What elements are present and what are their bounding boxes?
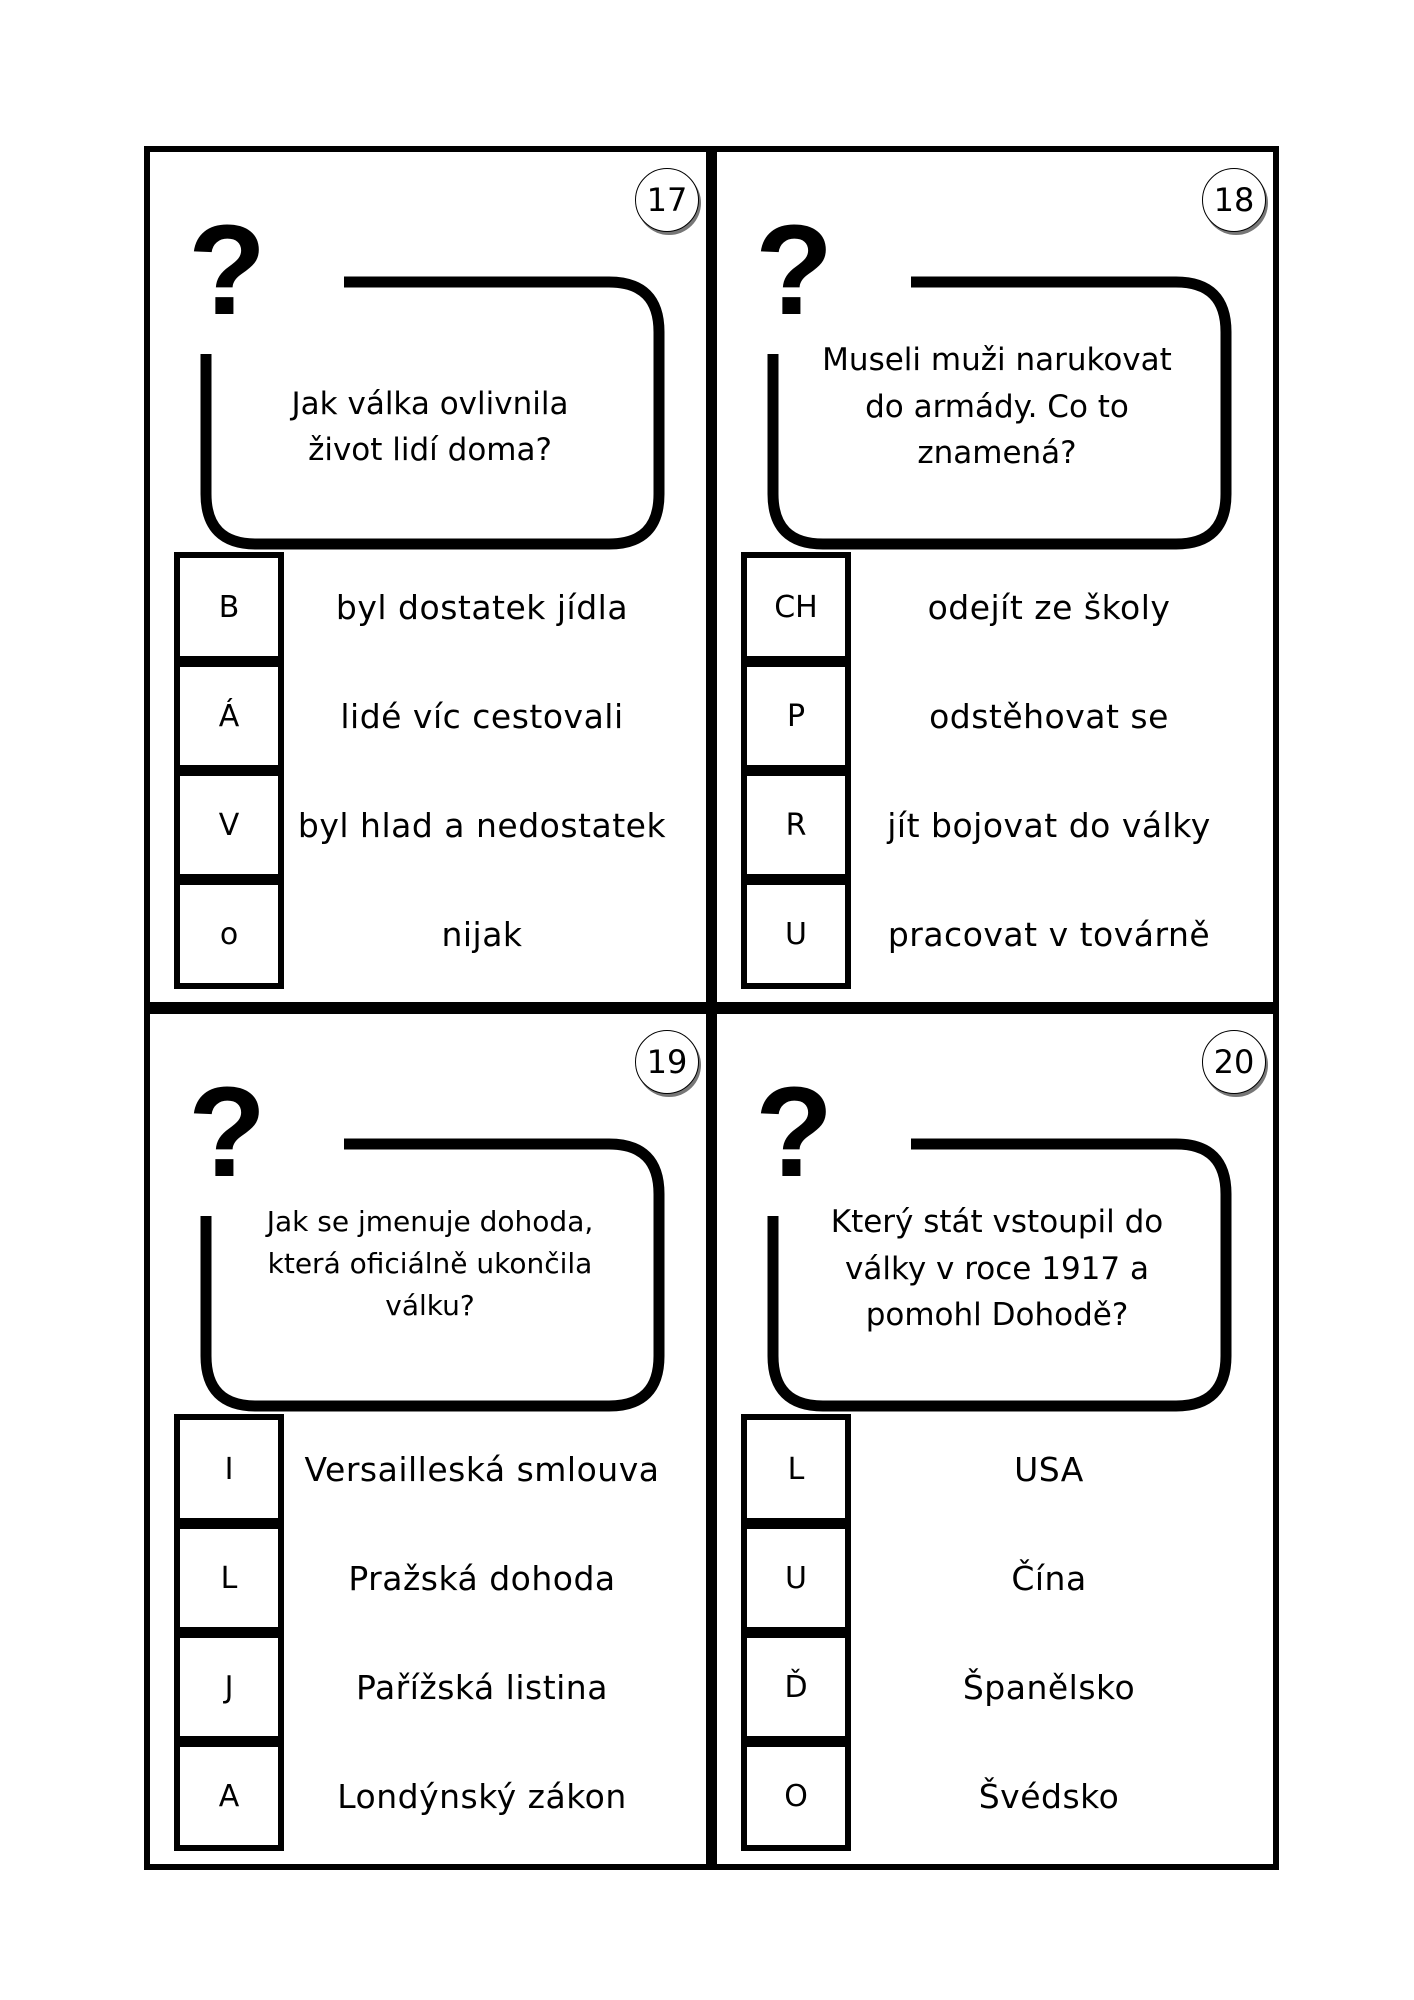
answer-row (741, 1741, 1261, 1851)
answer-letter: L (174, 1523, 284, 1633)
answer-letter: U (741, 879, 851, 989)
answer-row (741, 770, 1261, 880)
question-text: Jak se jmenuje dohoda, která oficiálně ukončila válku? (266, 1205, 594, 1322)
question-mark-icon: ? (755, 199, 834, 342)
question-text: Museli muži narukovat do armády. Co to znamená? (822, 342, 1172, 472)
answer-letter: CH (741, 552, 851, 662)
answer-row (174, 770, 694, 880)
answer-letter: L (741, 1414, 851, 1524)
answer-letter: o (174, 879, 284, 989)
question-mark-icon: ? (188, 199, 267, 342)
quiz-card-17 (144, 146, 712, 1008)
answer-row (174, 1414, 694, 1524)
answer-letter: Á (174, 661, 284, 771)
answer-letter: B (174, 552, 284, 662)
answer-text: odstěhovat se (929, 696, 1169, 736)
answer-text: byl dostatek jídla (335, 587, 629, 627)
answer-text: Švédsko (978, 1776, 1120, 1816)
answer-row (741, 879, 1261, 989)
answer-letter: P (741, 661, 851, 771)
quiz-card-20 (711, 1008, 1279, 1870)
answer-text: byl hlad a nedostatek (297, 805, 667, 845)
answer-text: Pařížská listina (356, 1667, 608, 1707)
answer-row (741, 1523, 1261, 1633)
answer-letter: Ď (741, 1632, 851, 1742)
answer-text: jít bojovat do války (887, 805, 1211, 845)
answer-letter: I (174, 1414, 284, 1524)
answer-text: Londýnský zákon (337, 1776, 627, 1816)
answer-text: nijak (441, 914, 523, 954)
question-text: Jak válka ovlivnila život lidí doma? (291, 385, 569, 468)
answer-letter: R (741, 770, 851, 880)
answer-row (174, 879, 694, 989)
answer-text: odejít ze školy (927, 587, 1171, 627)
card-number: 19 (635, 1030, 699, 1094)
answer-text: USA (1014, 1449, 1084, 1489)
answer-text: lidé víc cestovali (340, 696, 624, 736)
answer-row (741, 1632, 1261, 1742)
answer-row (174, 1523, 694, 1633)
answer-row (174, 1741, 694, 1851)
question-text: Který stát vstoupil do války v roce 1917 a pomohl Dohodě? (830, 1204, 1164, 1334)
card-number: 17 (635, 168, 699, 232)
quiz-card-19 (144, 1008, 712, 1870)
card-number: 18 (1202, 168, 1266, 232)
answer-row (741, 552, 1261, 662)
answer-row (741, 1414, 1261, 1524)
answer-text: Pražská dohoda (348, 1558, 616, 1598)
answer-letter: J (174, 1632, 284, 1742)
quiz-card-18 (711, 146, 1279, 1008)
answer-letter: V (174, 770, 284, 880)
answer-row (174, 552, 694, 662)
answer-letter: A (174, 1741, 284, 1851)
question-mark-icon: ? (755, 1061, 834, 1204)
answer-row (174, 661, 694, 771)
card-number: 20 (1202, 1030, 1266, 1094)
answer-row (174, 1632, 694, 1742)
answer-text: Španělsko (962, 1667, 1136, 1707)
answer-text: pracovat v továrně (887, 914, 1211, 954)
answer-letter: O (741, 1741, 851, 1851)
answer-row (741, 661, 1261, 771)
answer-text: Čína (1011, 1558, 1087, 1598)
answer-text: Versailleská smlouva (304, 1449, 660, 1489)
answer-letter: U (741, 1523, 851, 1633)
question-mark-icon: ? (188, 1061, 267, 1204)
